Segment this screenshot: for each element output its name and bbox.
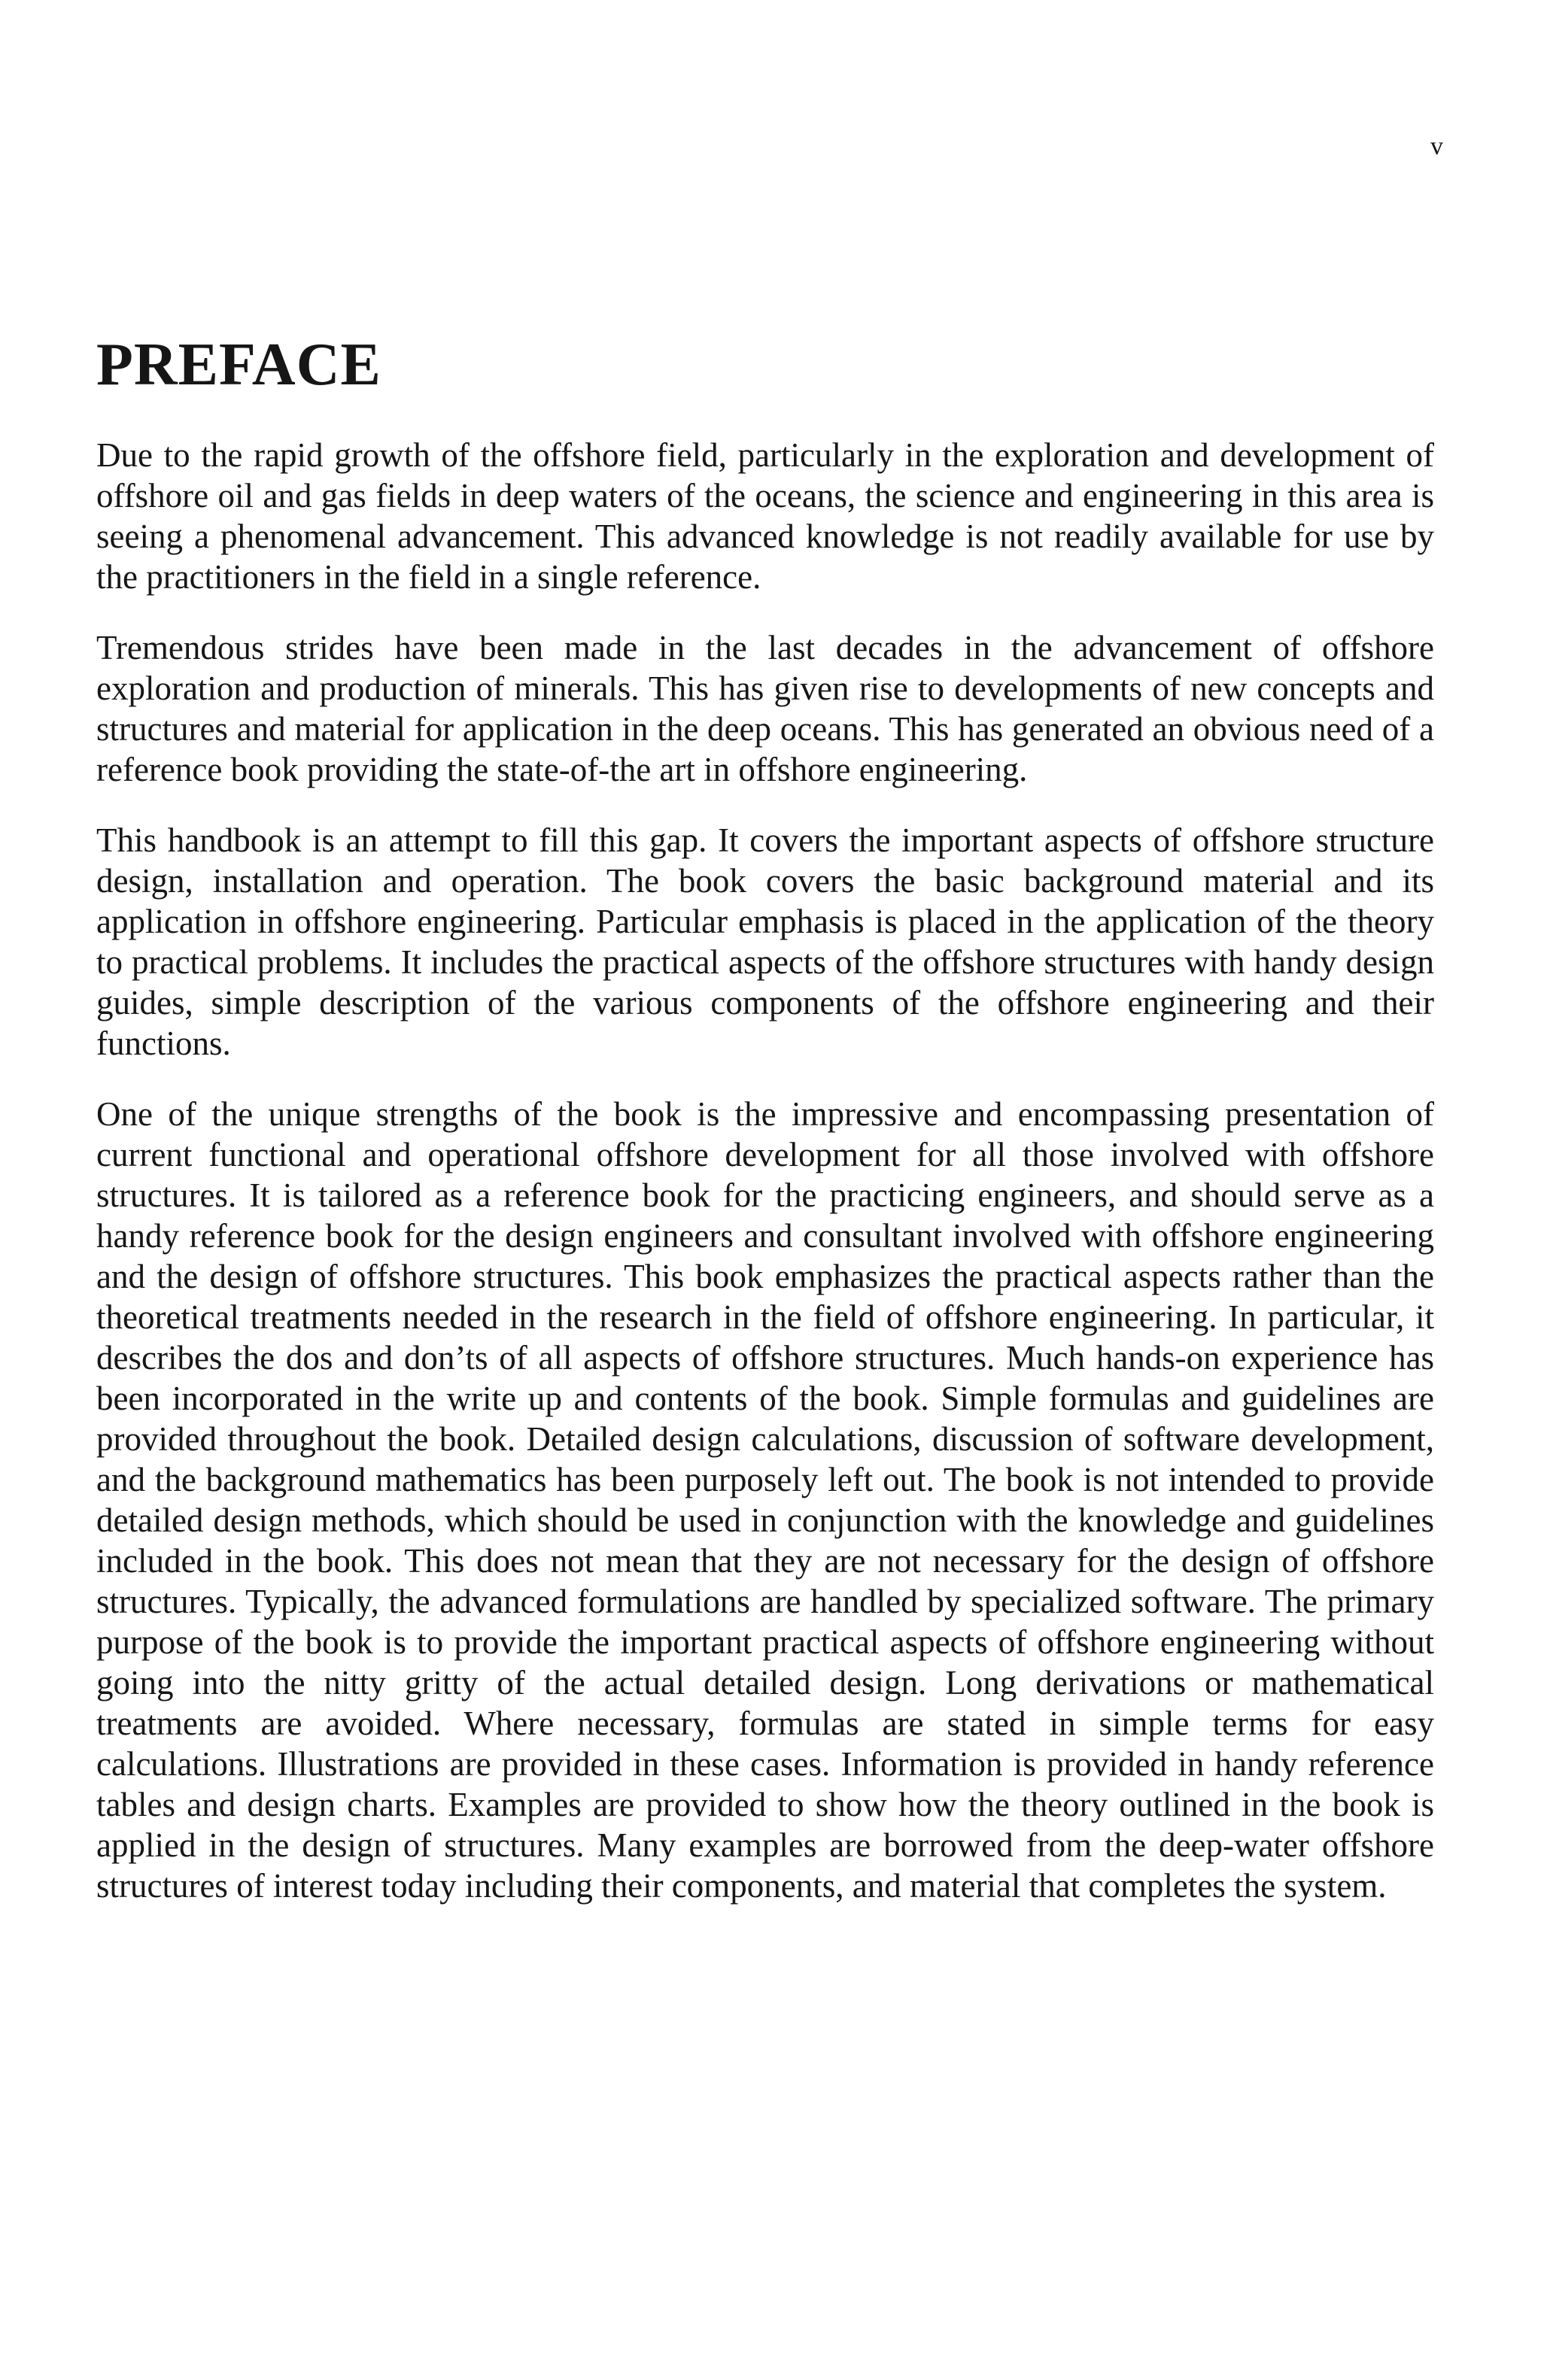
paragraph: Tremendous strides have been made in the last decades in the advancement of offshore exploration and production of minerals. This has given rise to developments of new concepts and structures and material for application in the deep oceans. This has generated an obvious need of a reference book providing the state-of-the art in offshore engineering. — [96, 629, 1434, 788]
paragraph: This handbook is an attempt to fill this gap. It covers the important aspects of offshore structure design, installation and operation. The book covers the basic background material and its application in offshore engineering. Particular emphasis is placed in the application of the theory to practical problems. It includes the practical aspects of the offshore structures with handy design guides, simple description of the various components of the offshore engineering and their functions. — [96, 821, 1434, 1062]
page-number: v — [1430, 132, 1443, 160]
preface-body — [96, 435, 1434, 1936]
paragraph: Due to the rapid growth of the offshore field, particularly in the exploration and development of offshore oil and gas fields in deep waters of the oceans, the science and engineering in this area is seeing a phenomenal advancement. This advanced knowledge is not readily available for use by the practitioners in the field in a single reference. — [96, 436, 1434, 596]
page-title: PREFACE — [96, 332, 381, 398]
paragraph: One of the unique strengths of the book is the impressive and encompassing presentation of current functional and operational offshore development for all those involved with offshore structures. It is tailored as a reference book for the practicing engineers, and should serve as a handy reference book for the design engineers and consultant involved with offshore engineering and the design of offshore structures. This book emphasizes the practical aspects rather than the theoretical treatments needed in the research in the field of offshore engineering. In particular, it describes the dos and don’ts of all aspects of offshore structures. Much hands-on experience has been incorporated in the write up and contents of the book. Simple formulas and guidelines are provided throughout the book. Detailed design calculations, discussion of software development, and the background mathematics has been purposely left out. The book is not intended to provide detailed design methods, which should be used in conjunction with the knowledge and guidelines included in the book. This does not mean that they are not necessary for the design of offshore structures. Typically, the advanced formulations are handled by specialized software. The primary purpose of the book is to provide the important practical aspects of offshore engineering without going into the nitty gritty of the actual detailed design. Long derivations or mathematical treatments are avoided. Where necessary, formulas are stated in simple terms for easy calculations. Illustrations are provided in these cases. Information is provided in handy reference tables and design charts. Examples are provided to show how the theory outlined in the book is applied in the design of structures. Many examples are borrowed from the deep-water offshore structures of interest today including their components, and material that completes the system. — [96, 1095, 1434, 1905]
